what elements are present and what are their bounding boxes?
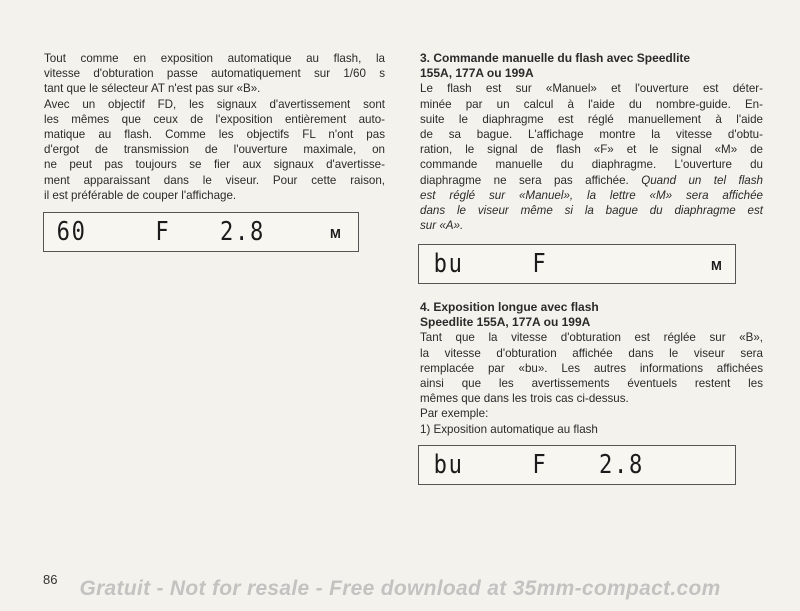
left-column	[44, 51, 385, 203]
right-column	[420, 51, 763, 233]
viewfinder-display-3	[418, 445, 736, 485]
text-line: ration, le signal de flash «F» et le signal «M» de	[420, 143, 763, 157]
text-line: mêmes que dans les trois cas ci-dessus.	[420, 392, 629, 406]
heading-line: 155A, 177A ou 199A	[420, 66, 534, 81]
display-shutter-speed: 60	[56, 217, 87, 247]
display-flash-signal: F	[532, 249, 548, 279]
section-4	[420, 300, 763, 437]
paragraph-2	[44, 97, 385, 203]
display-aperture: 2.8	[219, 217, 265, 247]
text-line: vitesse d'obturation passe automatiquement sur 1/60 s	[44, 67, 385, 81]
display-shutter-speed: bu	[433, 249, 464, 279]
viewfinder-display-2	[418, 244, 736, 284]
text-line: Tant que la vitesse d'obturation est réglée sur «B»,	[420, 331, 763, 345]
text-line: minée par un calcul à l'aide du nombre-guide. En-	[420, 97, 763, 111]
display-shutter-speed: bu	[433, 450, 464, 480]
heading-line: Speedlite 155A, 177A ou 199A	[420, 315, 591, 330]
italic-line: dans le viseur même si la bague du diaphragme est	[420, 204, 763, 218]
example-item: 1) Exposition automatique au flash	[420, 422, 598, 436]
page-number: 86	[43, 572, 58, 587]
text-line: ainsi que les avertissements éventuels restent les	[420, 377, 763, 391]
italic-line: sur «A».	[420, 219, 464, 233]
display-flash-signal: F	[155, 217, 171, 247]
text-line: il est préférable de couper l'affichage.	[44, 188, 237, 202]
text-line: suite le diaphragme est réglé manuellement à l'aide	[420, 112, 763, 126]
text-line: les mêmes que ceux de l'exposition entièrement auto-	[44, 112, 385, 126]
section-4-body	[420, 330, 763, 406]
display-manual-signal: M	[330, 226, 341, 241]
display-flash-signal: F	[532, 450, 548, 480]
text-line: matique au flash. Comme les objectifs FL n'ont pas	[44, 128, 385, 142]
text-line: de sa bague. L'affichage montre la vitesse d'obtu-	[420, 128, 763, 142]
section-4-heading	[420, 300, 763, 330]
text-line: la vitesse d'obturation affichée dans le viseur sera	[420, 346, 763, 360]
watermark: Gratuit - Not for resale - Free download at 35mm-compact.com	[79, 577, 721, 600]
example-label: Par exemple:	[420, 407, 489, 421]
section-3-heading	[420, 51, 763, 81]
display-aperture: 2.8	[598, 450, 644, 480]
heading-line: 4. Exposition longue avec flash	[420, 300, 599, 314]
text-line: Tout comme en exposition automatique au flash, la	[44, 52, 385, 65]
text-line: ne peut pas toujours se fier aux signaux d'avertisse-	[44, 158, 385, 172]
heading-line: 3. Commande manuelle du flash avec Speedlite	[420, 51, 691, 65]
text-line: Avec un objectif FD, les signaux d'avertissement sont	[44, 97, 385, 111]
paragraph-1	[44, 51, 385, 97]
section-3-body	[420, 81, 763, 233]
italic-segment: Quand un tel flash	[641, 173, 763, 187]
text-line: d'ergot de transmission de l'ouverture maximale, on	[44, 143, 385, 157]
text-line: ment apparaissant dans le viseur. Pour cette raison,	[44, 173, 385, 187]
text-line: remplacée par «bu». Les autres informations affichées	[420, 361, 763, 375]
text-line: tant que le sélecteur AT n'est pas sur «B».	[44, 82, 261, 96]
text-segment: diaphragme ne sera pas affichée.	[420, 173, 629, 187]
text-line: Le flash est sur «Manuel» et l'ouverture est déter-	[420, 82, 763, 96]
display-manual-signal: M	[711, 258, 722, 273]
viewfinder-display-1	[43, 212, 359, 252]
text-line-mixed	[420, 173, 763, 188]
text-line: commande manuelle du diaphragme. L'ouverture du	[420, 158, 763, 172]
italic-line: est réglé sur «Manuel», la lettre «M» sera affichée	[420, 188, 763, 202]
